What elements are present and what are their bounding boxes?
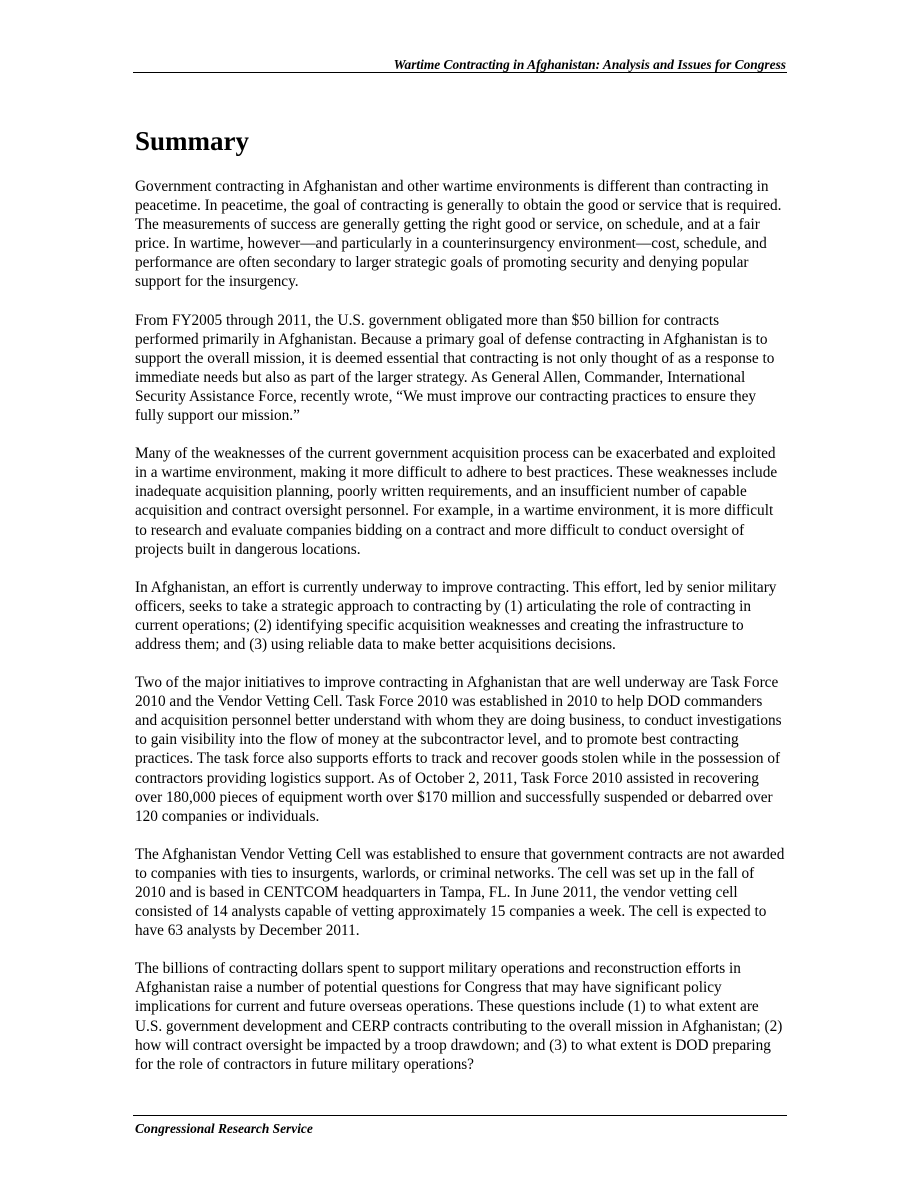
paragraph-6: The Afghanistan Vendor Vetting Cell was established to ensure that government contracts are not awarded to companies with ties to insurgents, warlords, or criminal networks. The cell was set up in the fall of 2010 and is based in CENTCOM headquarters in Tampa, FL. In June 2011, the vendor vetting cell consisted of 14 analysts capable of vetting approximately 15 companies a week. The cell is expected to have 63 analysts by December 2011.: [135, 845, 785, 940]
paragraph-1: Government contracting in Afghanistan and other wartime environments is different than contracting in peacetime. In peacetime, the goal of contracting is generally to obtain the good or service that is required. The measurements of success are generally getting the right good or service, on schedule, and at a fair price. In wartime, however—and particularly in a counterinsurgency environment—cost, schedule, and performance are often secondary to larger strategic goals of promoting security and denying popular support for the insurgency.: [135, 178, 782, 291]
footer-organization: Congressional Research Service: [135, 1121, 313, 1136]
footer-divider: [133, 1115, 787, 1116]
running-header-title: Wartime Contracting in Afghanistan: Analysis and Issues for Congress: [393, 57, 786, 72]
paragraph-7: The billions of contracting dollars spent to support military operations and reconstruction efforts in Afghanistan raise a number of potential questions for Congress that may have significant policy implications for current and future overseas operations. These questions include (1) to what extent are U.S. government development and CERP contracts contributing to the overall mission in Afghanistan; (2) how will contract oversight be impacted by a troop drawdown; and (3) to what extent is DOD preparing for the role of contractors in future military operations?: [135, 960, 783, 1073]
paragraph-2: From FY2005 through 2011, the U.S. government obligated more than $50 billion for contracts performed primarily in Afghanistan. Because a primary goal of defense contracting in Afghanistan is to support the overall mission, it is deemed essential that contracting is not only thought of as a response to immediate needs but also as part of the larger strategy. As General Allen, Commander, International Security Assistance Force, recently wrote, “We must improve our contracting practices to ensure they fully support our mission.”: [135, 311, 775, 425]
paragraph-4: In Afghanistan, an effort is currently underway to improve contracting. This effort, led by senior military officers, seeks to take a strategic approach to contracting by (1) articulating the role of contracting in current operations; (2) identifying specific acquisition weaknesses and creating the infrastructure to address them; and (3) using reliable data to make better acquisitions decisions.: [135, 578, 777, 653]
section-heading: Summary: [135, 126, 249, 156]
paragraph-5: Two of the major initiatives to improve contracting in Afghanistan that are well underway are Task Force 2010 and the Vendor Vetting Cell. Task Force 2010 was established in 2010 to help DOD commanders and acquisition personnel better understand with whom they are doing business, to conduct investigations to gain visibility into the flow of money at the subcontractor level, and to promote best contracting practices. The task force also supports efforts to track and recover goods stolen while in the possession of contractors providing logistics support. As of October 2, 2011, Task Force 2010 assisted in recovering over 180,000 pieces of equipment worth over $170 million and successfully suspended or debarred over 120 companies or individuals.: [135, 674, 782, 825]
summary-body: [135, 177, 785, 1093]
header-divider: [133, 72, 787, 73]
paragraph-3: Many of the weaknesses of the current government acquisition process can be exacerbated and exploited in a wartime environment, making it more difficult to adhere to best practices. These weaknesses include inadequate acquisition planning, poorly written requirements, and an insufficient number of capable acquisition and contract oversight personnel. For example, in a wartime environment, it is more difficult to research and evaluate companies bidding on a contract and more difficult to conduct oversight of projects built in dangerous locations.: [135, 445, 778, 558]
